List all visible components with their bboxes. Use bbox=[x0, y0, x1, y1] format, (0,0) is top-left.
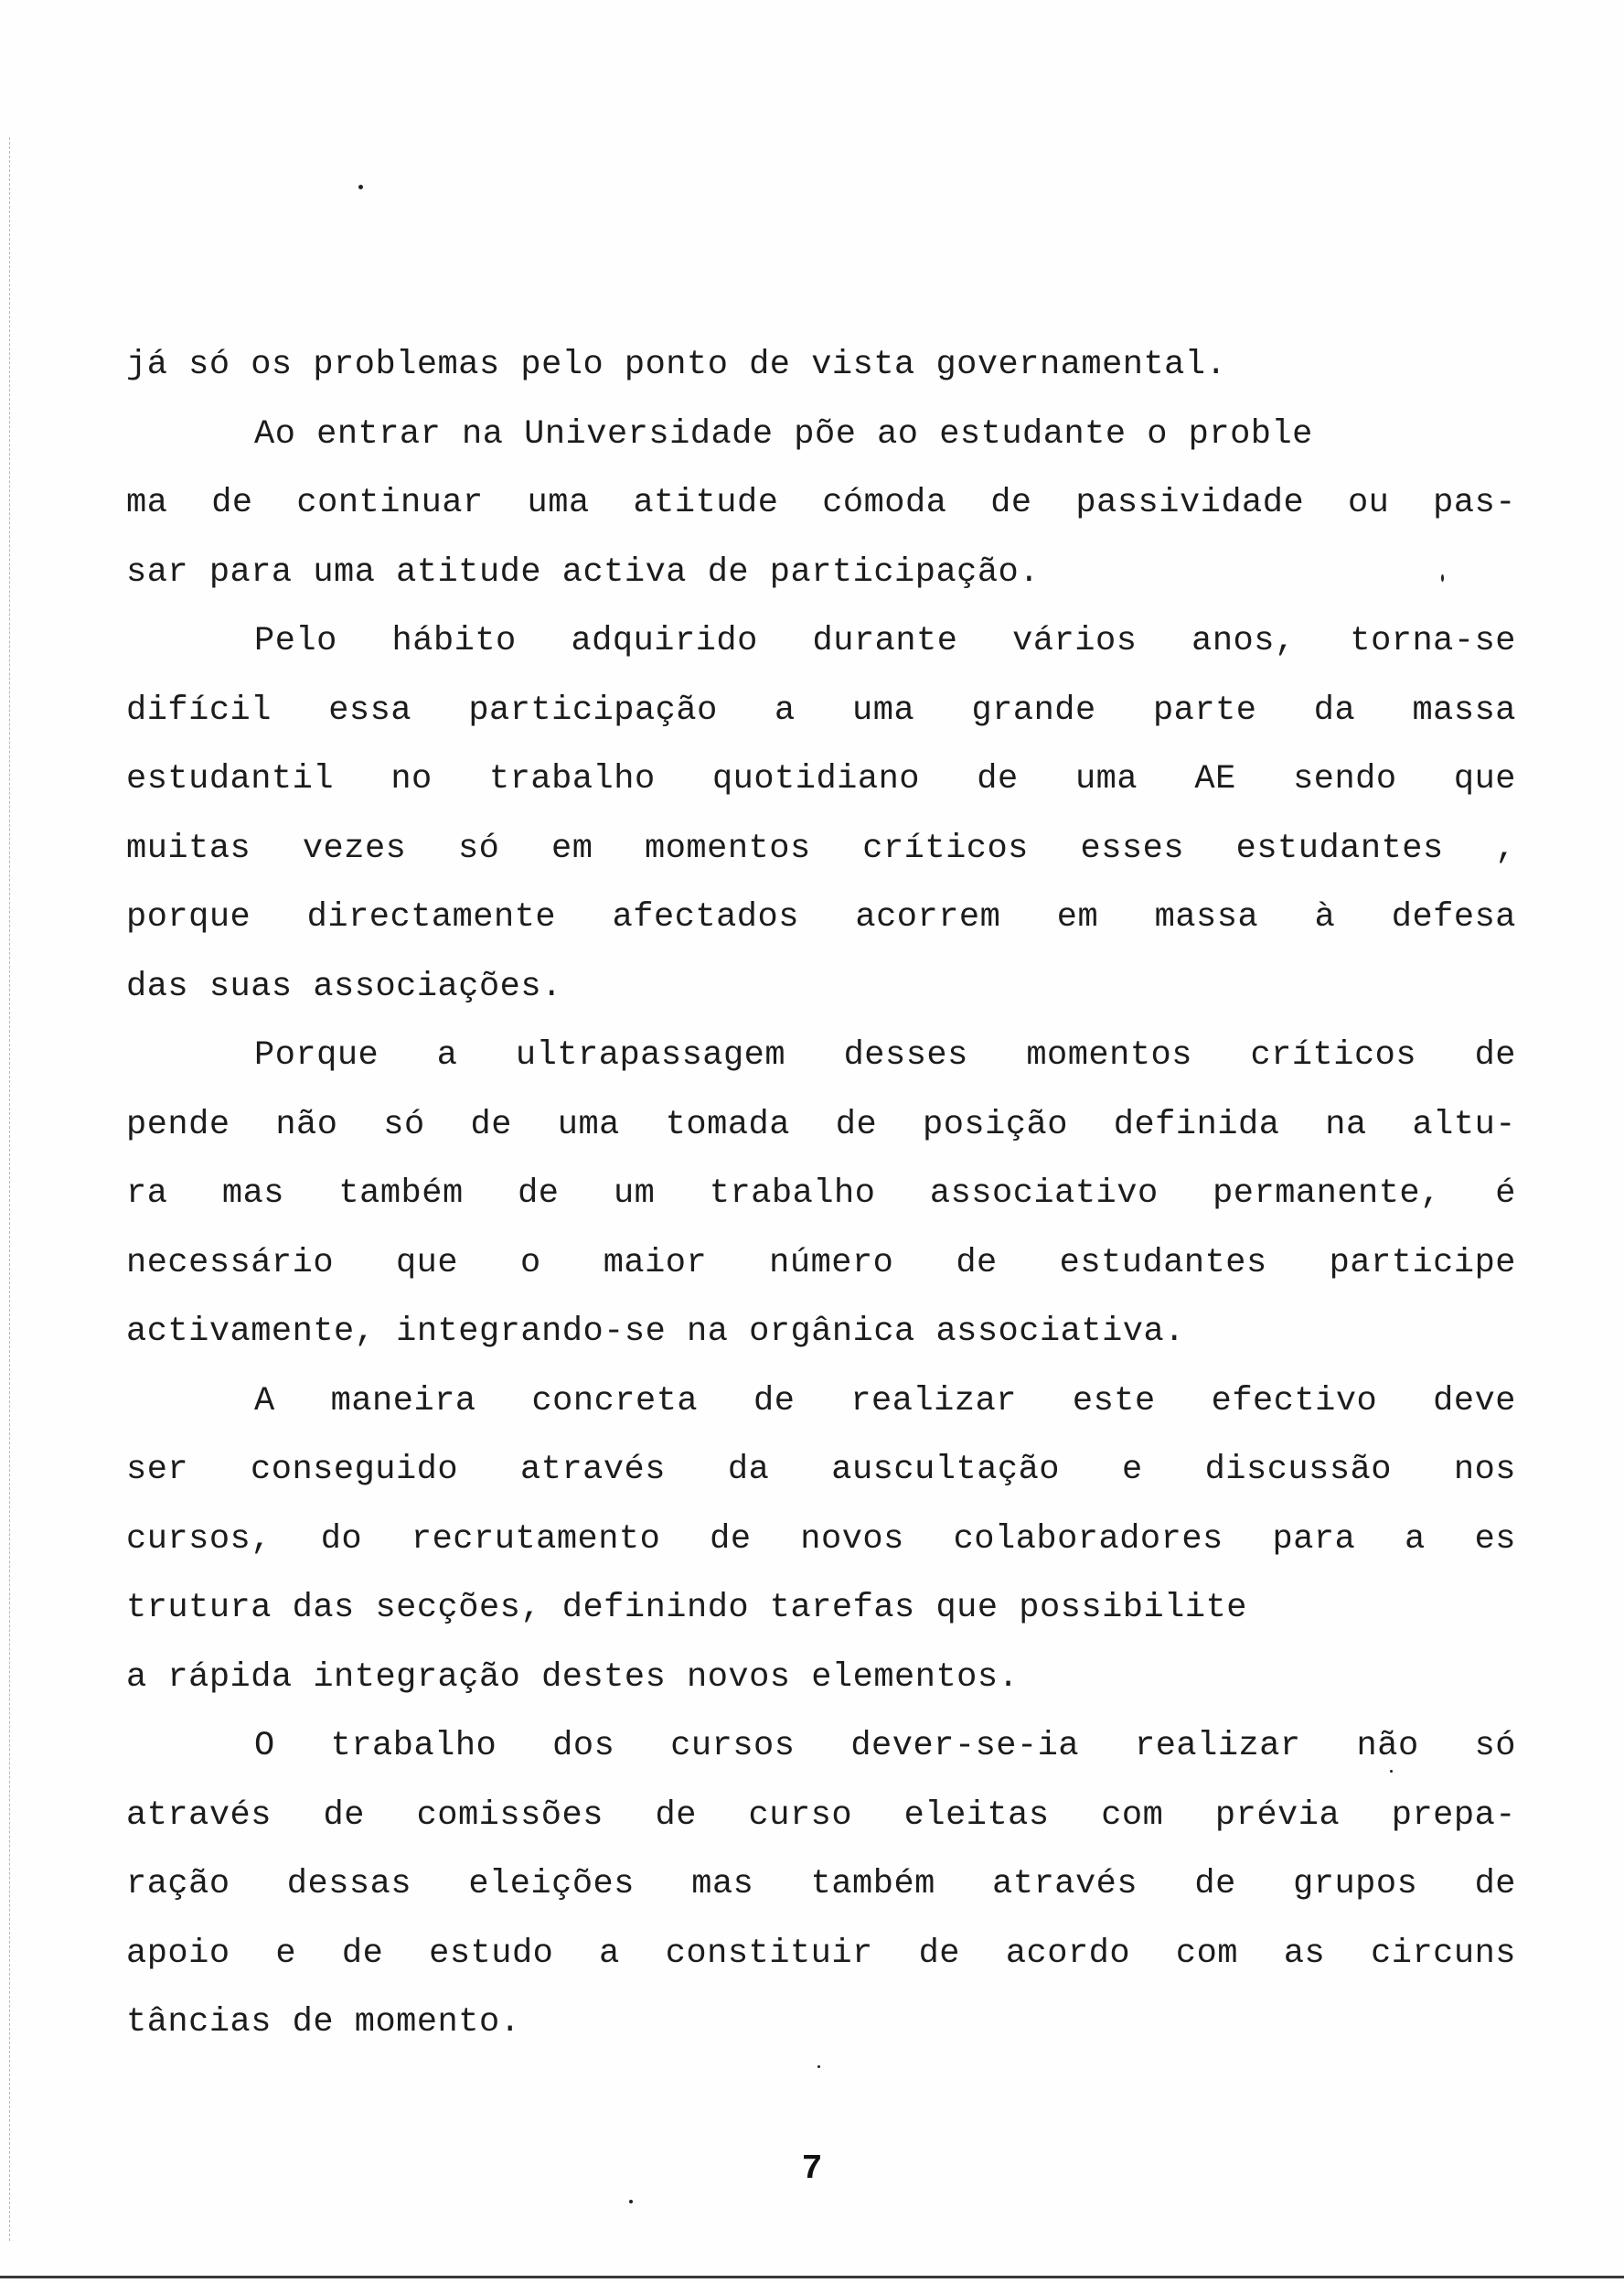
text-line: sar para uma atitude activa de participação. bbox=[126, 552, 1040, 592]
text-line: necessário que o maior número de estudantes participe bbox=[126, 1243, 1516, 1282]
scan-speck bbox=[629, 2200, 633, 2203]
text-line: O trabalho dos cursos dever-se-ia realizar não só bbox=[254, 1727, 1516, 1765]
text-line: Pelo hábito adquirido durante vários anos, torna-se bbox=[254, 622, 1516, 660]
scan-left-edge bbox=[9, 137, 11, 2241]
text-line: estudantil no trabalho quotidiano de uma AE sendo que bbox=[126, 760, 1516, 799]
text-line: ser conseguido através da auscultação e discussão nos bbox=[126, 1451, 1516, 1489]
text-line: Ao entrar na Universidade põe ao estudante o proble bbox=[254, 414, 1313, 454]
text-line: trutura das secções, definindo tarefas que possibilite bbox=[126, 1589, 1247, 1627]
text-line: Porque a ultrapassagem desses momentos críticos de bbox=[254, 1036, 1516, 1075]
page-number: 7 bbox=[801, 2149, 823, 2189]
text-line: tâncias de momento. bbox=[126, 2003, 521, 2042]
text-line: activamente, integrando-se na orgânica associativa. bbox=[126, 1313, 1185, 1351]
scan-speck bbox=[817, 2065, 820, 2068]
scan-speck bbox=[358, 185, 363, 189]
text-line: apoio e de estudo a constituir de acordo com as circuns bbox=[126, 1934, 1516, 1973]
text-line: A maneira concreta de realizar este efectivo deve bbox=[254, 1381, 1516, 1420]
text-line: ração dessas eleições mas também através de grupos de bbox=[126, 1865, 1516, 1903]
text-line: pende não só de uma tomada de posição definida na altu- bbox=[126, 1105, 1516, 1144]
text-line: ma de continuar uma atitude cómoda de passividade ou pas- bbox=[126, 484, 1516, 522]
text-line: ra mas também de um trabalho associativo permanente, é bbox=[126, 1174, 1516, 1213]
scan-bottom-edge bbox=[0, 2276, 1624, 2278]
text-line: a rápida integração destes novos elementos. bbox=[126, 1657, 1020, 1697]
text-line: já só os problemas pelo ponto de vista governamental. bbox=[126, 346, 1227, 384]
text-line: difícil essa participação a uma grande parte da massa bbox=[126, 691, 1516, 730]
text-line: através de comissões de curso eleitas com prévia prepa- bbox=[126, 1795, 1516, 1835]
typewritten-body-text bbox=[126, 331, 1516, 2058]
text-line: porque directamente afectados acorrem em massa à defesa bbox=[126, 898, 1516, 937]
text-line: muitas vezes só em momentos críticos esses estudantes , bbox=[126, 829, 1516, 868]
text-line: cursos, do recrutamento de novos colaboradores para a es bbox=[126, 1519, 1516, 1559]
text-line: das suas associações. bbox=[126, 967, 562, 1006]
